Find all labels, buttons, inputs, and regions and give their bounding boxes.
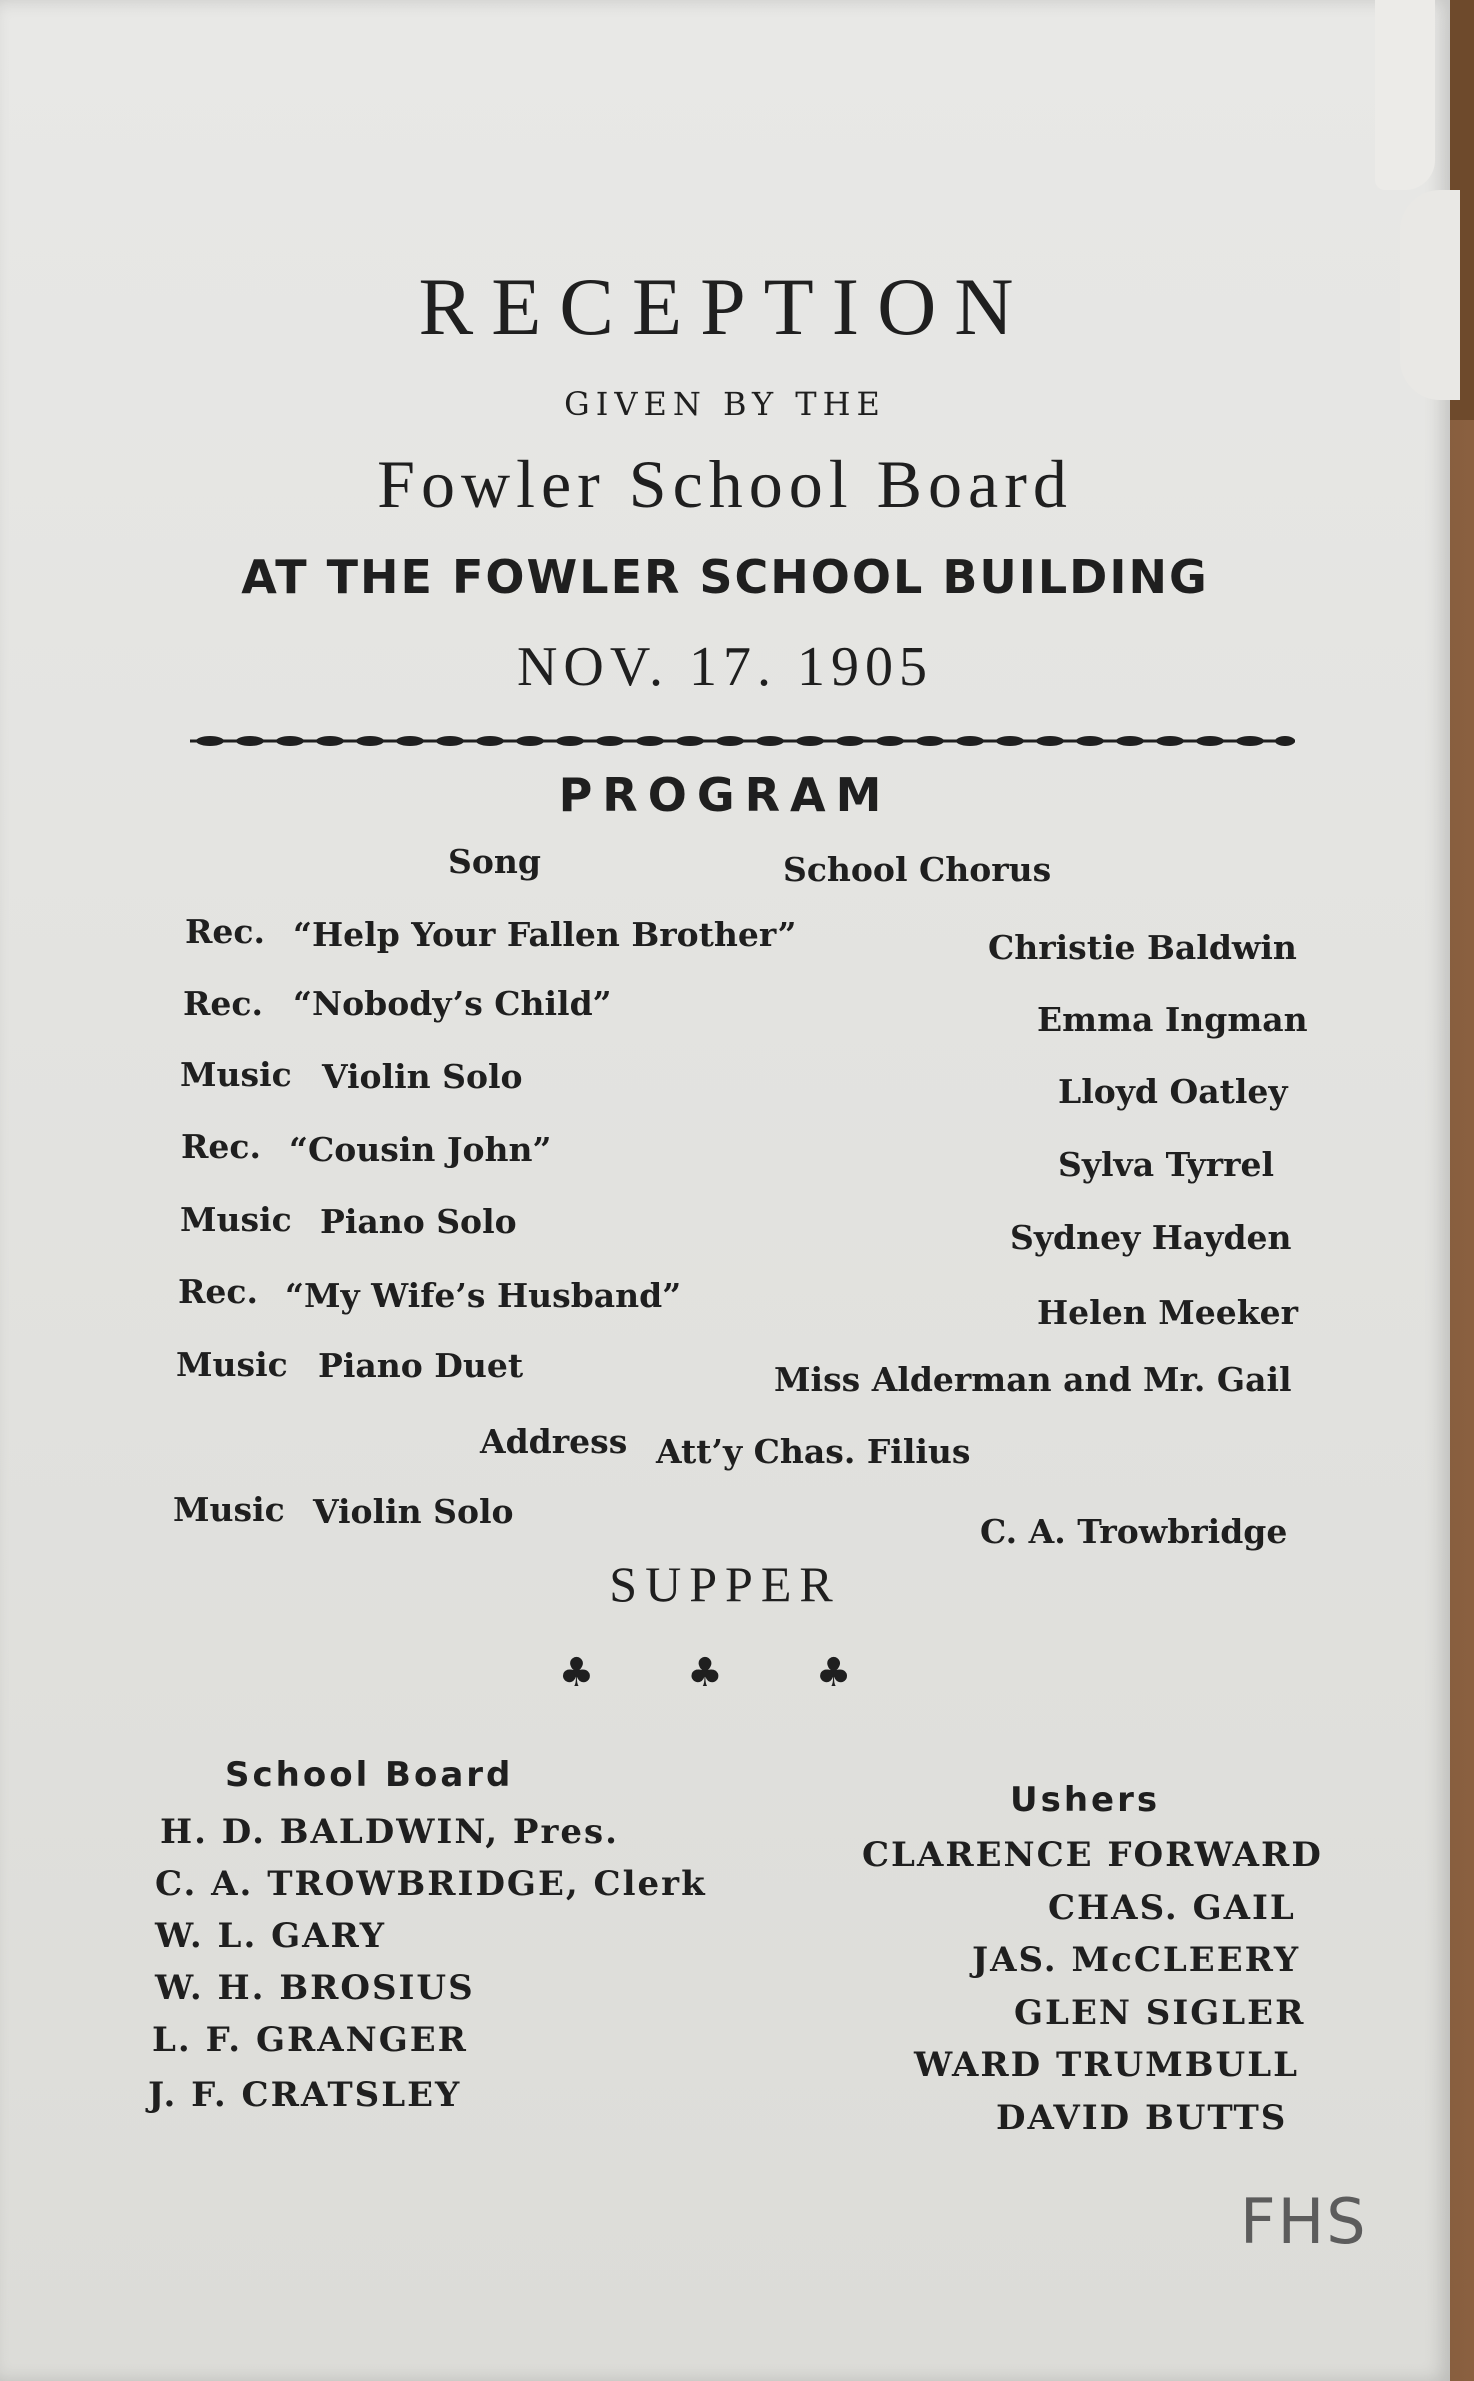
program-item-type: Music (180, 1200, 292, 1239)
program-item-type: Rec. (178, 1272, 259, 1311)
program-item-piece: Piano Solo (320, 1202, 517, 1241)
program-item-piece: “Cousin John” (289, 1130, 552, 1169)
program-item-performer: Sylva Tyrrel (1058, 1145, 1274, 1184)
program-item-piece: Violin Solo (313, 1492, 514, 1531)
club-ornaments: ♣ ♣ ♣ (558, 1650, 892, 1696)
usher-name: WARD TRUMBULL (914, 2045, 1300, 2085)
board-member: H. D. BALDWIN, Pres. (160, 1812, 620, 1852)
supper-heading: SUPPER (609, 1556, 841, 1612)
song-label: Song (448, 842, 541, 881)
usher-name: DAVID BUTTS (996, 2098, 1288, 2138)
reception-title: RECEPTION (418, 261, 1032, 352)
board-member: J. F. CRATSLEY (148, 2075, 462, 2115)
event-date: NOV. 17. 1905 (516, 636, 934, 698)
board-member: W. L. GARY (155, 1916, 387, 1956)
song-performer: School Chorus (783, 850, 1052, 889)
program-item-piece: Piano Duet (318, 1346, 524, 1385)
program-heading: PROGRAM (558, 768, 892, 822)
torn-corner-flap (1375, 0, 1435, 190)
address-speaker: Att’y Chas. Filius (656, 1432, 971, 1471)
address-label: Address (480, 1422, 628, 1461)
program-item-performer: Lloyd Oatley (1058, 1072, 1288, 1111)
program-item-piece: “Nobody’s Child” (293, 984, 612, 1023)
program-item-type: Music (173, 1490, 285, 1529)
program-item-performer: Miss Alderman and Mr. Gail (774, 1360, 1292, 1399)
school-board-heading: School Board (225, 1755, 514, 1795)
program-item-performer: Emma Ingman (1037, 1000, 1308, 1039)
program-item-piece: “Help Your Fallen Brother” (293, 915, 797, 954)
ushers-heading: Ushers (1010, 1780, 1161, 1820)
board-member: W. H. BROSIUS (155, 1968, 475, 2008)
program-item-performer: Christie Baldwin (988, 928, 1297, 967)
board-member: L. F. GRANGER (152, 2020, 468, 2060)
program-item-type: Rec. (183, 984, 264, 1023)
program-item-performer: Helen Meeker (1037, 1293, 1298, 1332)
ornamental-divider (190, 735, 1295, 747)
usher-name: CHAS. GAIL (1048, 1888, 1296, 1928)
program-item-type: Rec. (185, 912, 266, 951)
fhs-watermark: FHS (1240, 2185, 1368, 2258)
location-line: AT THE FOWLER SCHOOL BUILDING (241, 550, 1209, 604)
school-board-name: Fowler School Board (377, 446, 1073, 522)
usher-name: GLEN SIGLER (1014, 1993, 1306, 2033)
program-item-performer: Sydney Hayden (1010, 1218, 1292, 1257)
program-item-type: Rec. (181, 1127, 262, 1166)
usher-name: JAS. McCLEERY (972, 1940, 1301, 1980)
board-member: C. A. TROWBRIDGE, Clerk (155, 1864, 707, 1904)
program-item-type: Music (176, 1345, 288, 1384)
program-item-performer: C. A. Trowbridge (980, 1512, 1288, 1551)
program-item-piece: “My Wife’s Husband” (285, 1276, 682, 1315)
given-by-line: GIVEN BY THE (564, 385, 886, 423)
usher-name: CLARENCE FORWARD (862, 1835, 1323, 1875)
program-item-type: Music (180, 1055, 292, 1094)
program-item-piece: Violin Solo (322, 1057, 523, 1096)
